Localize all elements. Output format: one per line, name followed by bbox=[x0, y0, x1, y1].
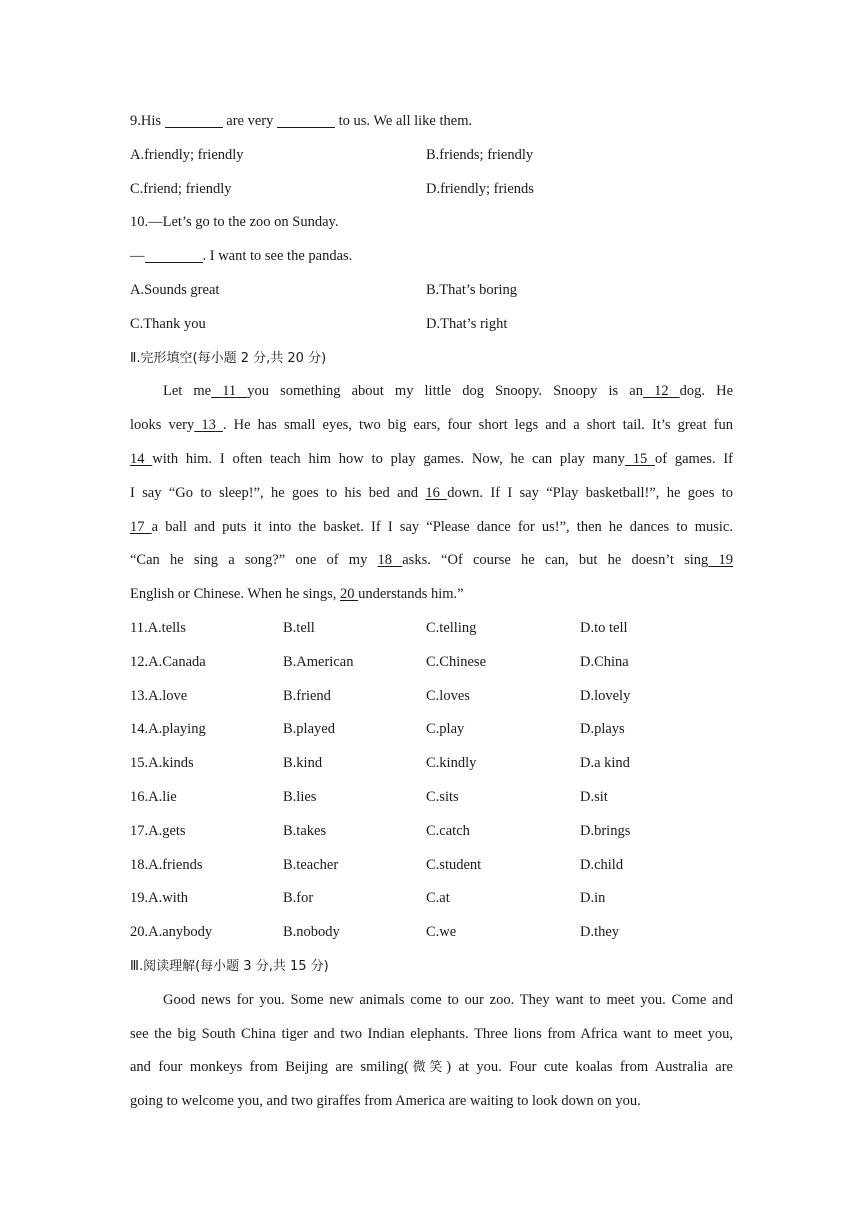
option-row: 19.A.with B.for C.at D.in bbox=[130, 890, 606, 907]
option-c: C.Thank you bbox=[130, 315, 206, 332]
question-9-options-row bbox=[130, 173, 733, 207]
question-10-stem: 10.—Let’s go to the zoo on Sunday. bbox=[130, 214, 339, 231]
option-row: 13.A.love B.friend C.loves D.lovely bbox=[130, 687, 631, 704]
passage-line: and four monkeys from Beijing are smiling(微笑) at you. Four cute koalas from Australia are bbox=[130, 1059, 733, 1076]
section-heading: Ⅱ.完形填空(每小题 2 分,共 20 分) bbox=[130, 350, 327, 366]
option-d: D.That’s right bbox=[426, 315, 508, 332]
document-page bbox=[130, 105, 733, 1119]
section-heading: Ⅲ.阅读理解(每小题 3 分,共 15 分) bbox=[130, 958, 329, 974]
question-9-options-row bbox=[130, 139, 733, 173]
reading-passage bbox=[130, 984, 733, 1119]
passage-line: I say “Go to sleep!”, he goes to his bed and 16 down. If I say “Play basketball!”, he goes to bbox=[130, 484, 733, 501]
passage-line: looks very 13 . He has small eyes, two big ears, four short legs and a short tail. It’s great fun bbox=[130, 417, 734, 434]
option-row: 14.A.playing B.played C.play D.plays bbox=[130, 721, 625, 738]
option-a: A.Sounds great bbox=[130, 281, 220, 298]
passage-line: Good news for you. Some new animals come to our zoo. They want to meet you. Come and bbox=[163, 991, 733, 1008]
passage-line: 17 a ball and puts it into the basket. If I say “Please dance for us!”, then he dances to music. bbox=[130, 518, 733, 535]
option-b: B.friends; friendly bbox=[426, 146, 534, 163]
cloze-options bbox=[130, 612, 733, 950]
question-9-stem: 9.His are very to us. We all like them. bbox=[130, 113, 473, 129]
option-row: 20.A.anybody B.nobody C.we D.they bbox=[130, 924, 620, 941]
option-row: 16.A.lie B.lies C.sits D.sit bbox=[130, 788, 608, 805]
option-row: 15.A.kinds B.kind C.kindly D.a kind bbox=[130, 755, 630, 772]
option-row: 12.A.Canada B.American C.Chinese D.China bbox=[130, 653, 629, 670]
option-row: 11.A.tells B.tell C.telling D.to tell bbox=[130, 619, 628, 636]
passage-line: going to welcome you, and two giraffes from America are waiting to look down on you. bbox=[130, 1093, 641, 1110]
passage-line: see the big South China tiger and two Indian elephants. Three lions from Africa want to meet you, bbox=[130, 1025, 733, 1042]
option-b: B.That’s boring bbox=[426, 281, 518, 298]
option-row: 18.A.friends B.teacher C.student D.child bbox=[130, 856, 624, 873]
answer-blank bbox=[165, 111, 223, 128]
option-a: A.friendly; friendly bbox=[130, 146, 244, 163]
cloze-passage bbox=[130, 375, 733, 612]
option-c: C.friend; friendly bbox=[130, 180, 232, 197]
question-10-options-row bbox=[130, 308, 733, 342]
option-d: D.friendly; friends bbox=[426, 180, 534, 197]
answer-blank bbox=[145, 246, 203, 263]
passage-line: “Can he sing a song?” one of my 18 asks. “Of course he can, but he doesn’t sing 19 bbox=[130, 552, 734, 569]
passage-line: 14 with him. I often teach him how to play games. Now, he can play many 15 of games. If bbox=[130, 450, 733, 467]
answer-blank bbox=[277, 111, 335, 128]
passage-line: Let me 11 you something about my little dog Snoopy. Snoopy is an 12 dog. He bbox=[163, 383, 734, 400]
question-10-options-row bbox=[130, 274, 733, 308]
question-10-reply: — . I want to see the pandas. bbox=[130, 248, 353, 265]
option-row: 17.A.gets B.takes C.catch D.brings bbox=[130, 822, 631, 839]
passage-line: English or Chinese. When he sings, 20 understands him.” bbox=[130, 586, 464, 603]
